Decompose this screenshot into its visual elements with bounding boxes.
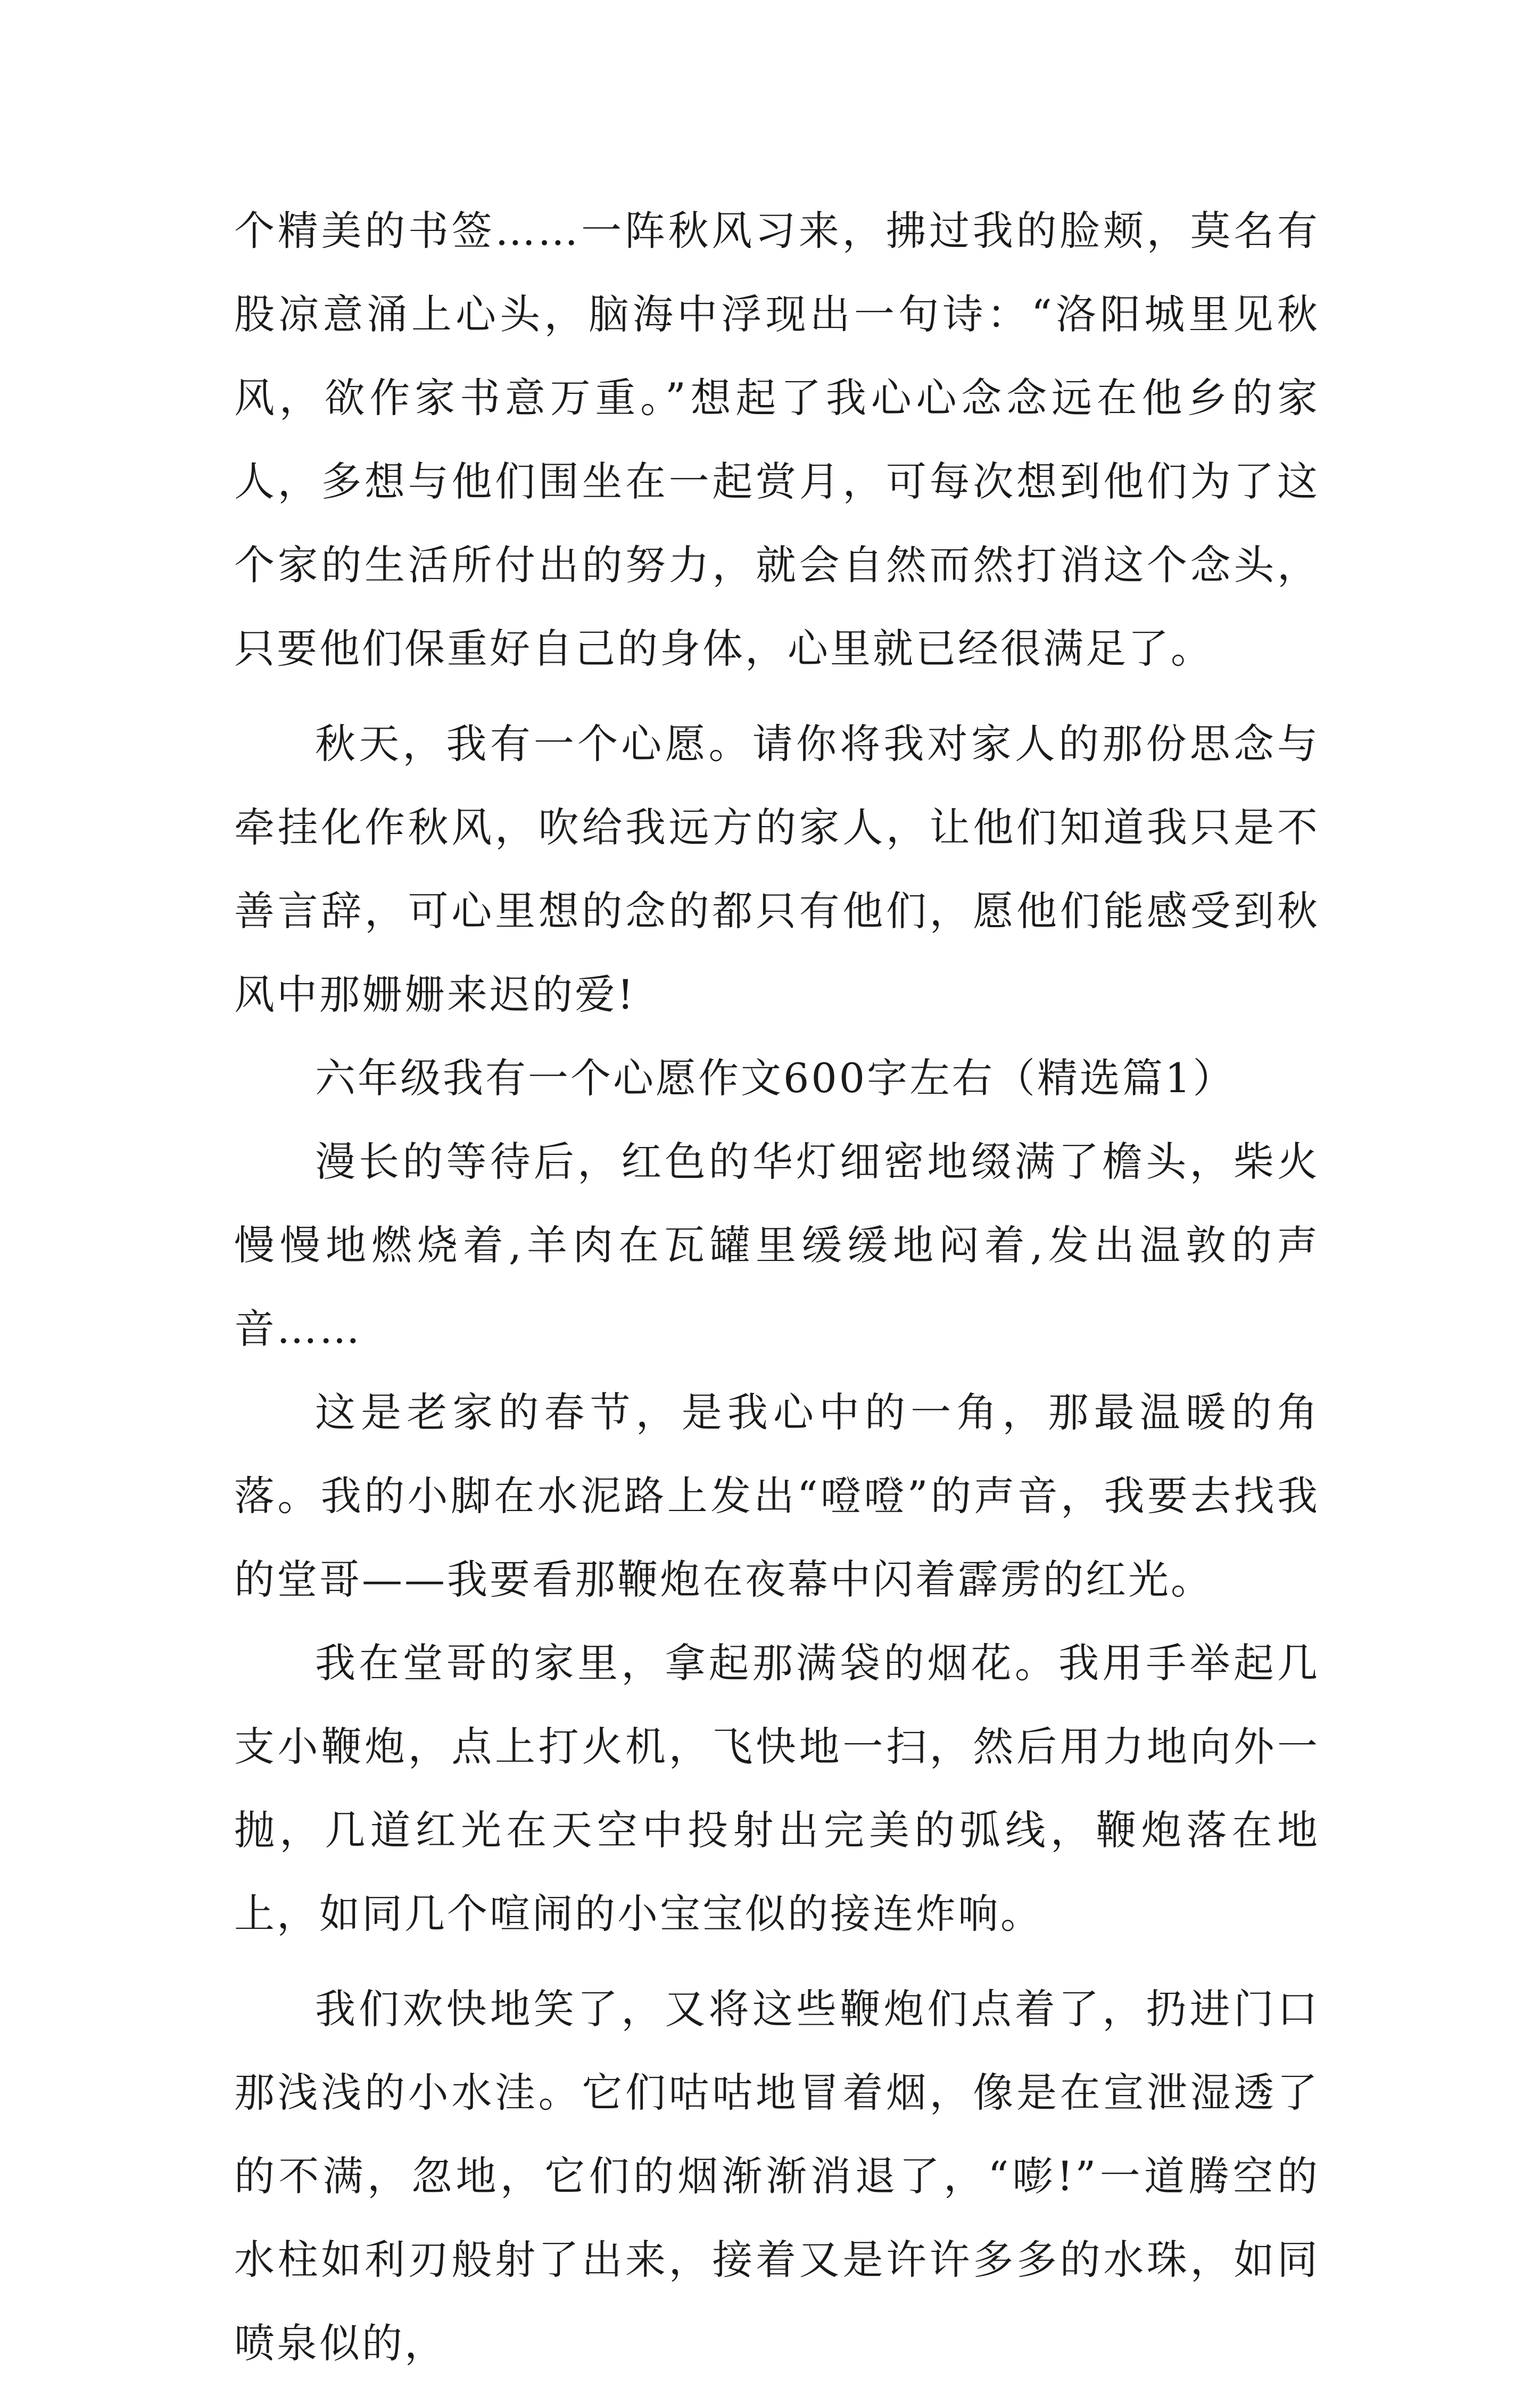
paragraph: 我在堂哥的家里，拿起那满袋的烟花。我用手举起几支小鞭炮，点上打火机，飞快地一扫，然后用力地向外一抛，几道红光在天空中投射出完美的弧线，鞭炮落在地上，如同几个喧闹的小宝宝似的接连炸响。 <box>234 1639 1320 1937</box>
paragraph: 我们欢快地笑了，又将这些鞭炮们点着了，扔进门口那浅浅的小水洼。它们咕咕地冒着烟，像是在宣泄湿透了的不满，忽地，它们的烟渐渐消退了，“嘭!”一道腾空的水柱如利刃般射了出来，接着又是许许多多的水珠，如同喷泉似的， <box>234 1985 1320 2367</box>
paragraph: 这是老家的春节，是我心中的一角，那最温暖的角落。我的小脚在水泥路上发出“噔噔”的声音，我要去找我的堂哥——我要看那鞭炮在夜幕中闪着霹雳的红光。 <box>234 1389 1320 1603</box>
section-heading: 六年级我有一个心愿作文600字左右（精选篇1） <box>315 1054 1236 1102</box>
paragraph: 个精美的书签……一阵秋风习来，拂过我的脸颊，莫名有股凉意涌上心头，脑海中浮现出一句诗：“洛阳城里见秋风，欲作家书意万重。”想起了我心心念念远在他乡的家人，多想与他们围坐在一起赏月，可每次想到他们为了这个家的生活所付出的努力，就会自然而然打消这个念头，只要他们保重好自己的身体，心里就已经很满足了。 <box>234 207 1320 672</box>
body-text <box>234 189 1320 2385</box>
paragraph: 漫长的等待后，红色的华灯细密地缀满了檐头，柴火慢慢地燃烧着,羊肉在瓦罐里缓缓地闷着,发出温敦的声音…… <box>234 1138 1320 1352</box>
paragraph: 秋天，我有一个心愿。请你将我对家人的那份思念与牵挂化作秋风，吹给我远方的家人，让他们知道我只是不善言辞，可心里想的念的都只有他们，愿他们能感受到秋风中那姗姗来迟的爱! <box>234 720 1320 1018</box>
